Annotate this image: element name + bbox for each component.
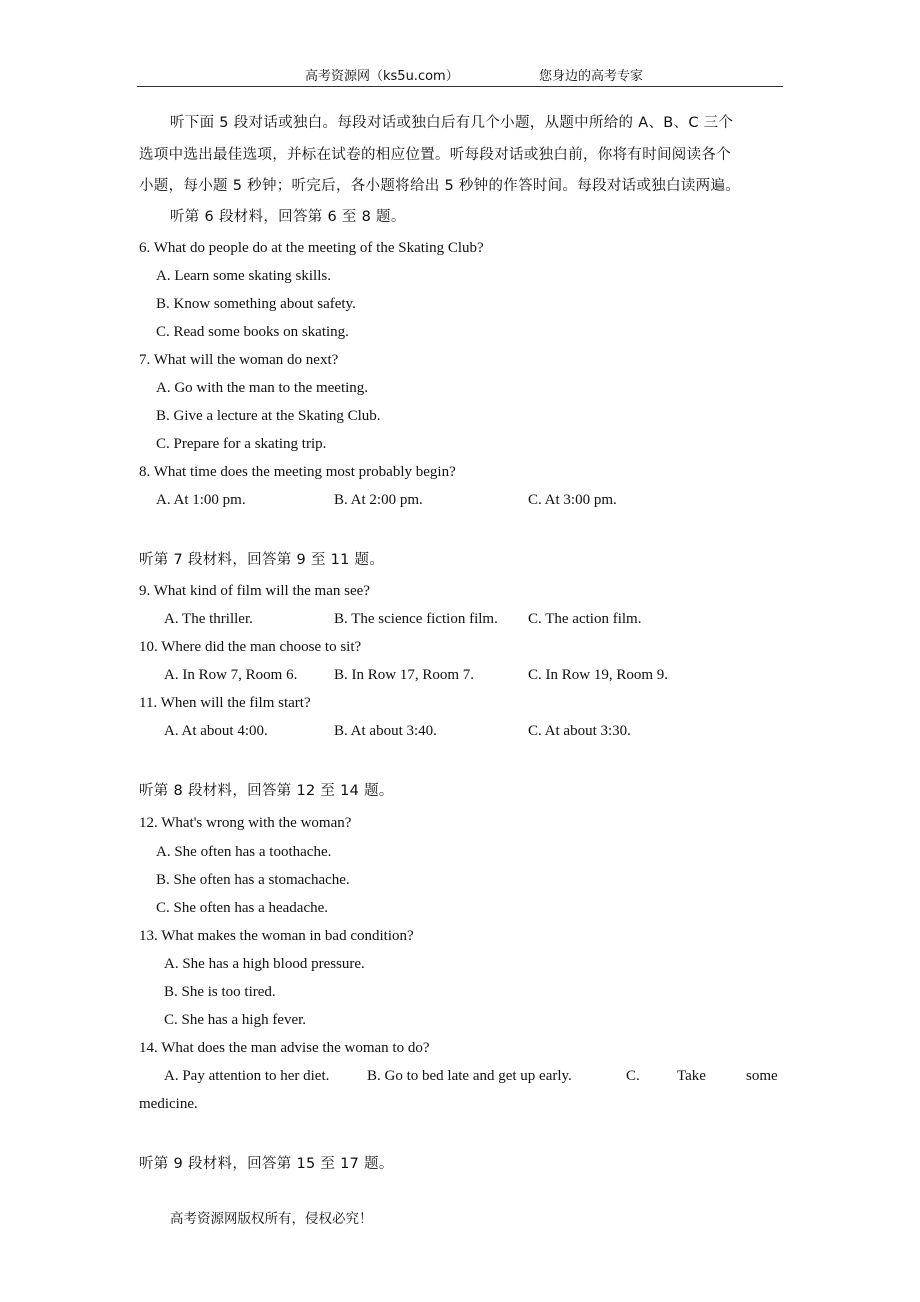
question-14-option-c-word-take: Take bbox=[677, 1068, 706, 1084]
footer-copyright: 高考资源网版权所有，侵权必究！ bbox=[170, 1211, 373, 1227]
question-6-option-b: B. Know something about safety. bbox=[156, 296, 356, 312]
intro-line-1: 听下面 5 段对话或独白。每段对话或独白后有几个小题，从题中所给的 A、B、C 三个 bbox=[170, 115, 734, 131]
question-14-option-a: A. Pay attention to her diet. bbox=[164, 1068, 330, 1084]
question-13-option-b: B. She is too tired. bbox=[164, 984, 276, 1000]
section-heading-7: 听第 7 段材料，回答第 9 至 11 题。 bbox=[139, 552, 385, 568]
question-7-option-c: C. Prepare for a skating trip. bbox=[156, 436, 327, 452]
question-10-stem: 10. Where did the man choose to sit? bbox=[139, 639, 362, 655]
question-13-stem: 13. What makes the woman in bad condition? bbox=[139, 928, 414, 944]
question-12-option-b: B. She often has a stomachache. bbox=[156, 872, 350, 888]
question-12-option-a: A. She often has a toothache. bbox=[156, 844, 332, 860]
question-11-stem: 11. When will the film start? bbox=[139, 695, 311, 711]
header-site: 高考资源网（ks5u.com） bbox=[305, 69, 459, 84]
question-12-stem: 12. What's wrong with the woman? bbox=[139, 815, 352, 831]
question-14-option-c-word-some: some bbox=[746, 1068, 778, 1084]
question-14-option-c-letter: C. bbox=[626, 1068, 640, 1084]
question-13-option-a: A. She has a high blood pressure. bbox=[164, 956, 365, 972]
question-14-option-b: B. Go to bed late and get up early. bbox=[367, 1068, 572, 1084]
question-8-option-b: B. At 2:00 pm. bbox=[334, 492, 423, 508]
question-7-stem: 7. What will the woman do next? bbox=[139, 352, 339, 368]
page-header bbox=[137, 62, 783, 87]
question-6-option-c: C. Read some books on skating. bbox=[156, 324, 349, 340]
question-12-option-c: C. She often has a headache. bbox=[156, 900, 329, 916]
question-11-option-b: B. At about 3:40. bbox=[334, 723, 437, 739]
question-9-option-a: A. The thriller. bbox=[164, 611, 253, 627]
question-8-option-c: C. At 3:00 pm. bbox=[528, 492, 617, 508]
question-14-stem: 14. What does the man advise the woman to do? bbox=[139, 1040, 430, 1056]
question-10-option-a: A. In Row 7, Room 6. bbox=[164, 667, 298, 683]
question-8-option-a: A. At 1:00 pm. bbox=[156, 492, 246, 508]
question-9-option-c: C. The action film. bbox=[528, 611, 642, 627]
question-11-option-a: A. At about 4:00. bbox=[164, 723, 268, 739]
question-13-option-c: C. She has a high fever. bbox=[164, 1012, 307, 1028]
question-14-option-c-word-medicine: medicine. bbox=[139, 1096, 198, 1112]
question-6-option-a: A. Learn some skating skills. bbox=[156, 268, 331, 284]
question-10-option-c: C. In Row 19, Room 9. bbox=[528, 667, 669, 683]
question-6-stem: 6. What do people do at the meeting of the Skating Club? bbox=[139, 240, 484, 256]
section-heading-8: 听第 8 段材料，回答第 12 至 14 题。 bbox=[139, 783, 394, 799]
question-7-option-b: B. Give a lecture at the Skating Club. bbox=[156, 408, 381, 424]
section-heading-6: 听第 6 段材料，回答第 6 至 8 题。 bbox=[170, 209, 406, 225]
intro-line-2: 选项中选出最佳选项，并标在试卷的相应位置。听每段对话或独白前，你将有时间阅读各个 bbox=[139, 147, 731, 163]
question-7-option-a: A. Go with the man to the meeting. bbox=[156, 380, 369, 396]
question-9-stem: 9. What kind of film will the man see? bbox=[139, 583, 370, 599]
intro-line-3: 小题，每小题 5 秒钟；听完后，各小题将给出 5 秒钟的作答时间。每段对话或独白读两遍。 bbox=[139, 178, 741, 194]
question-8-stem: 8. What time does the meeting most probably begin? bbox=[139, 464, 456, 480]
header-slogan: 您身边的高考专家 bbox=[539, 69, 644, 84]
question-11-option-c: C. At about 3:30. bbox=[528, 723, 631, 739]
question-9-option-b: B. The science fiction film. bbox=[334, 611, 498, 627]
section-heading-9: 听第 9 段材料，回答第 15 至 17 题。 bbox=[139, 1156, 394, 1172]
question-10-option-b: B. In Row 17, Room 7. bbox=[334, 667, 475, 683]
